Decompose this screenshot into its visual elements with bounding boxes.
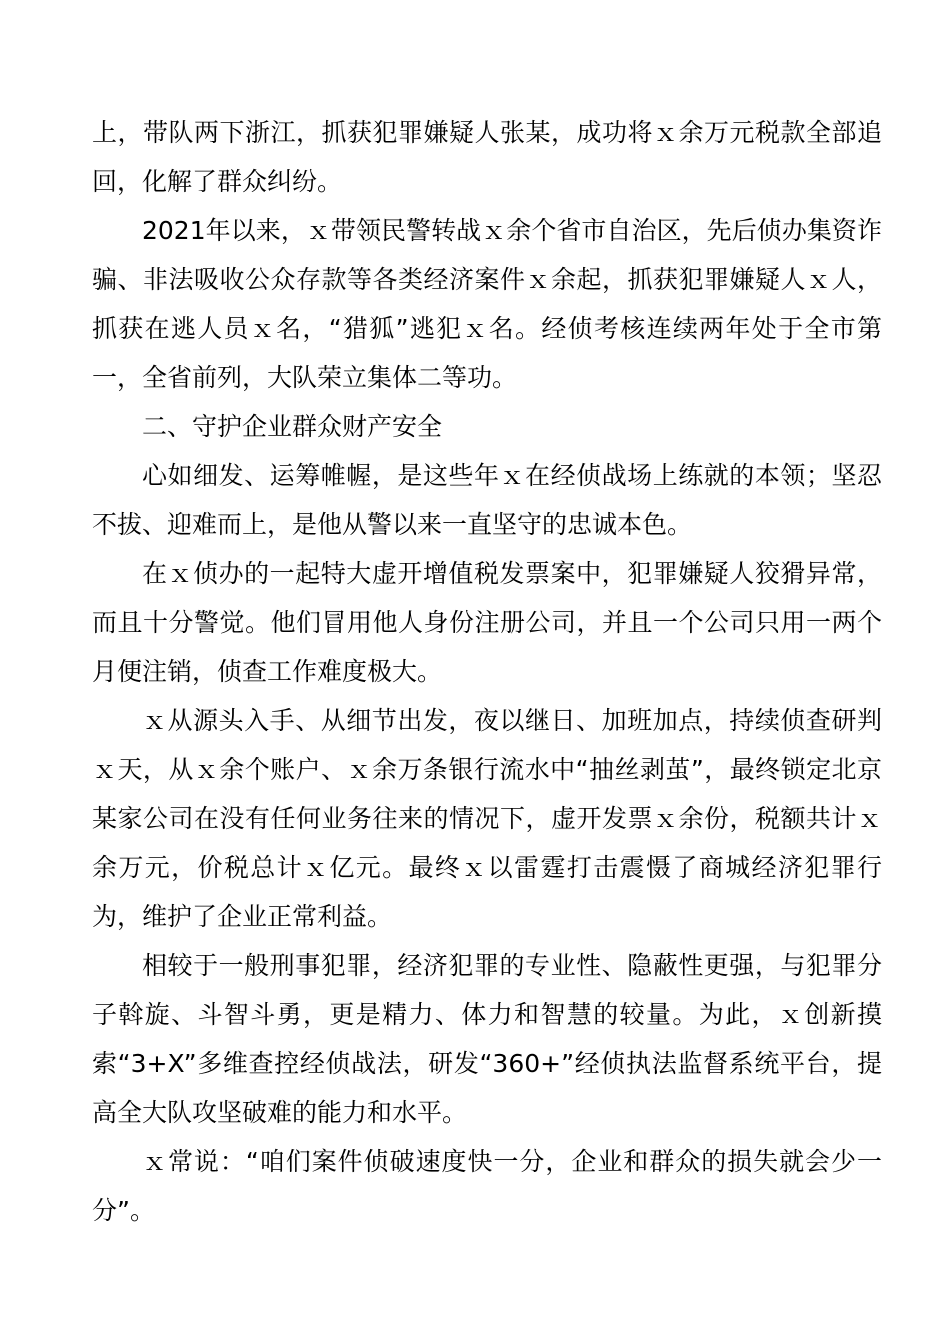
section-heading: 二、守护企业群众财产安全: [142, 412, 443, 441]
paragraph-quote: ｘ常说：“咱们案件侦破速度快一分，企业和群众的损失就会少一分”。: [92, 1147, 882, 1225]
paragraph-investigation: ｘ从源头入手、从细节出发，夜以继日、加班加点，持续侦查研判ｘ天，从ｘ余个账户、ｘ余万条银行流水中“抽丝剥茧”，最终锁定北京某家公司在没有任何业务往来的情况下，虚开发票ｘ余份，税额共计ｘ余万元，价税总计ｘ亿元。最终ｘ以雷霆打击震慑了商城经济犯罪行为，维护了企业正常利益。: [92, 706, 882, 931]
paragraph-achievements-2021: 2021年以来，ｘ带领民警转战ｘ余个省市自治区，先后侦办集资诈骗、非法吸收公众存款等各类经济案件ｘ余起，抓获犯罪嫌疑人ｘ人，抓获在逃人员ｘ名，“猎狐”逃犯ｘ名。经侦考核连续两年处于全市第一，全省前列，大队荣立集体二等功。: [92, 216, 882, 392]
paragraph-skills: 心如细发、运筹帷幄，是这些年ｘ在经侦战场上练就的本领；坚忍不拔、迎难而上，是他从警以来一直坚守的忠诚本色。: [92, 461, 882, 539]
paragraph-continuation: 上，带队两下浙江，抓获犯罪嫌疑人张某，成功将ｘ余万元税款全部追回，化解了群众纠纷。: [92, 118, 882, 196]
paragraph-innovation: 相较于一般刑事犯罪，经济犯罪的专业性、隐蔽性更强，与犯罪分子斡旋、斗智斗勇，更是精力、体力和智慧的较量。为此，ｘ创新摸索“3+X”多维查控经侦战法，研发“360+”经侦执法监督系统平台，提高全大队攻坚破难的能力和水平。: [92, 951, 882, 1127]
paragraph-invoice-case: 在ｘ侦办的一起特大虚开增值税发票案中，犯罪嫌疑人狡猾异常，而且十分警觉。他们冒用他人身份注册公司，并且一个公司只用一两个月便注销，侦查工作难度极大。: [92, 559, 882, 686]
document-body: [92, 108, 882, 1235]
